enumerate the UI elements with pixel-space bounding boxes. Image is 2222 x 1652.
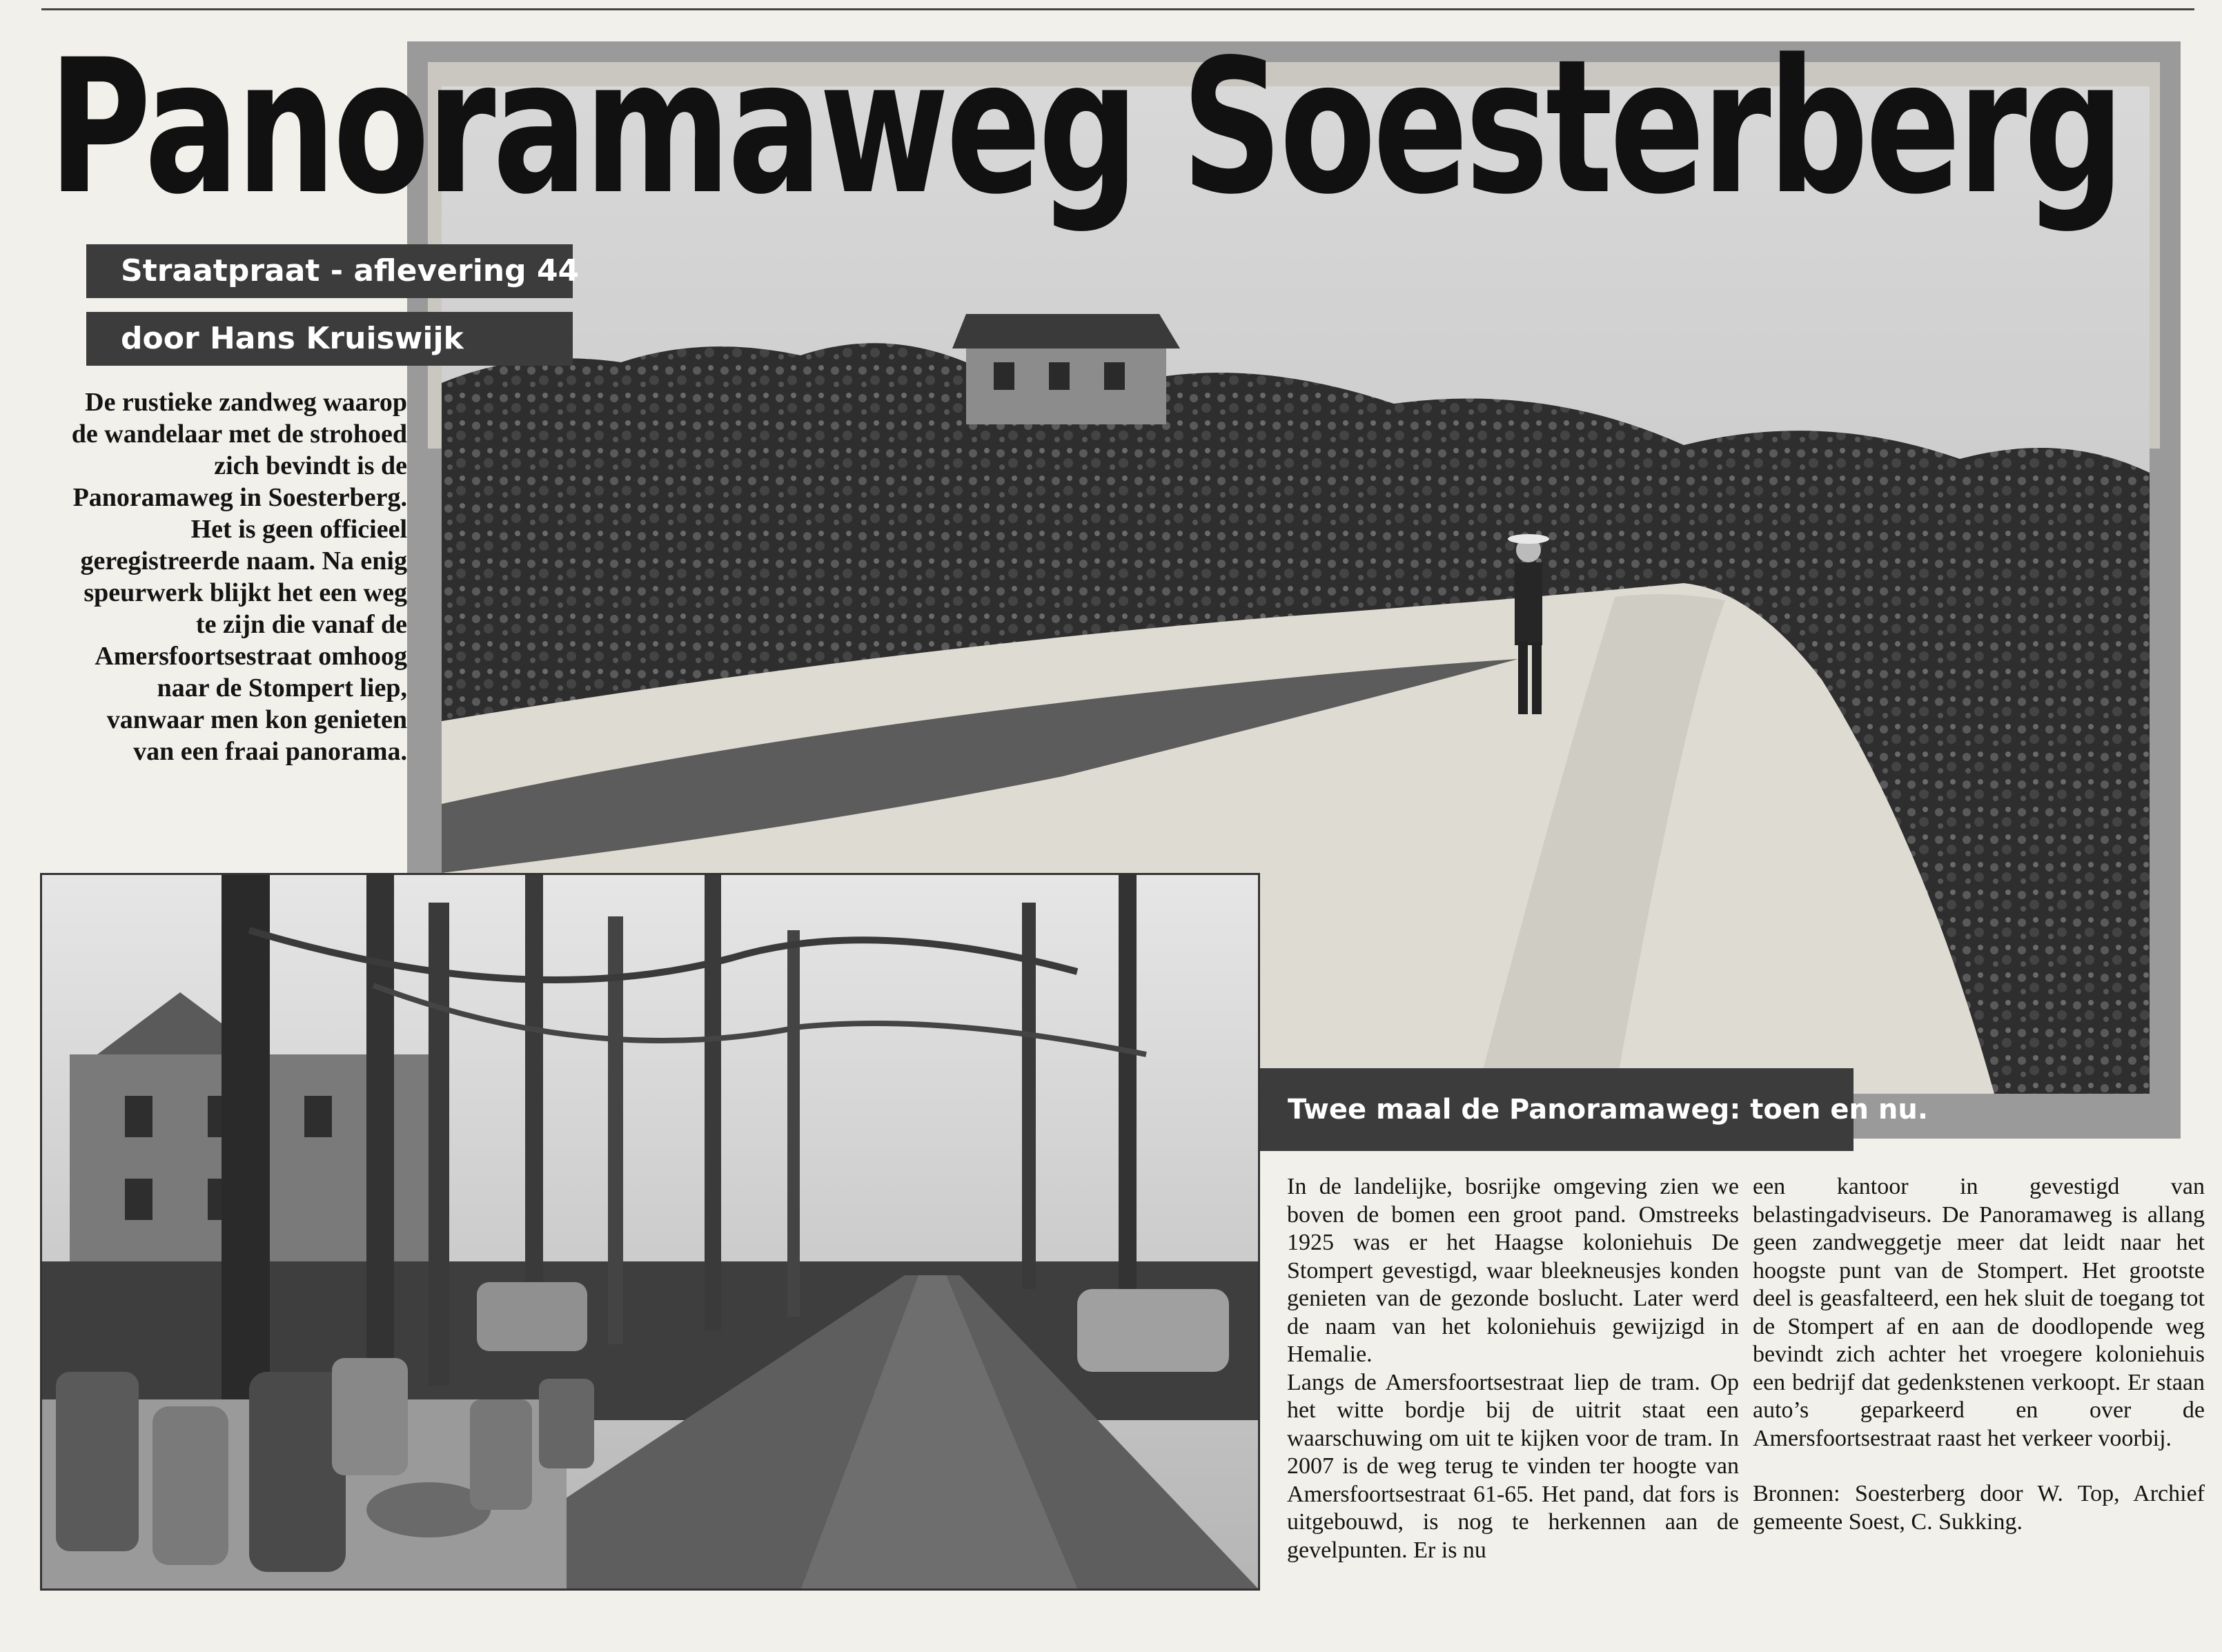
headline: Panoramaweg Soesterberg xyxy=(48,20,2122,235)
body-paragraph: Langs de Amersfoortsestraat liep de tram. Op het witte bordje bij de uitrit staat een waarschuwing om uit te kijken voor de tram. In 2007 is de weg terug te vinden ter hoogte van Amersfoortsestraat 61-65. Het pand, dat fors is uitgebouwd, is nog te herkennen aan de gevelpunten. Er is nu xyxy=(1287,1369,1739,1563)
sources-paragraph: Bronnen: Soesterberg door W. Top, Archief gemeente Soest, C. Sukking. xyxy=(1753,1481,2205,1535)
intro-text: De rustieke zandweg waarop de wandelaar met de strohoed zich bevindt is de Panoramaweg in Soesterberg. Het is geen officieel geregistreerde naam. Na enig speurwerk blijkt het een weg te zijn die vanaf de Amersfoortsestraat omhoog naar de Stompert liep, vanwaar men kon genieten van een fraai panorama. xyxy=(71,388,407,766)
body-paragraph: een kantoor in gevestigd van belastingadviseurs. De Panoramaweg is allang geen zandweggetje meer dat leidt naar het hoogste punt van de Stompert. Het grootste deel is geasfalteerd, een hek sluit de toegang tot de Stompert af en aan de doodlopende weg bevindt zich achter het vroegere koloniehuis een bedrijf dat gedenkstenen verkoopt. Er staan auto’s geparkeerd en over de Amersfoortsestraat raast het verkeer voorbij. xyxy=(1753,1174,2205,1451)
photo-caption: Twee maal de Panoramaweg: toen en nu. xyxy=(1260,1068,1854,1151)
body-column-1 xyxy=(1287,1173,1739,1564)
top-rule xyxy=(41,8,2194,10)
modern-photo xyxy=(40,873,1260,1591)
body-column-2 xyxy=(1753,1173,2205,1536)
series-label: Straatpraat - aflevering 44 xyxy=(86,244,573,298)
body-paragraph: In de landelijke, bosrijke omgeving zien we boven de bomen een groot pand. Omstreeks 1925 was er het Haagse koloniehuis De Stompert gevestigd, waar bleekneusjes konden genieten van de gezonde boslucht. Later werd de naam van het koloniehuis gewijzigd in Hemalie. xyxy=(1287,1174,1739,1367)
byline: door Hans Kruiswijk xyxy=(86,312,573,366)
